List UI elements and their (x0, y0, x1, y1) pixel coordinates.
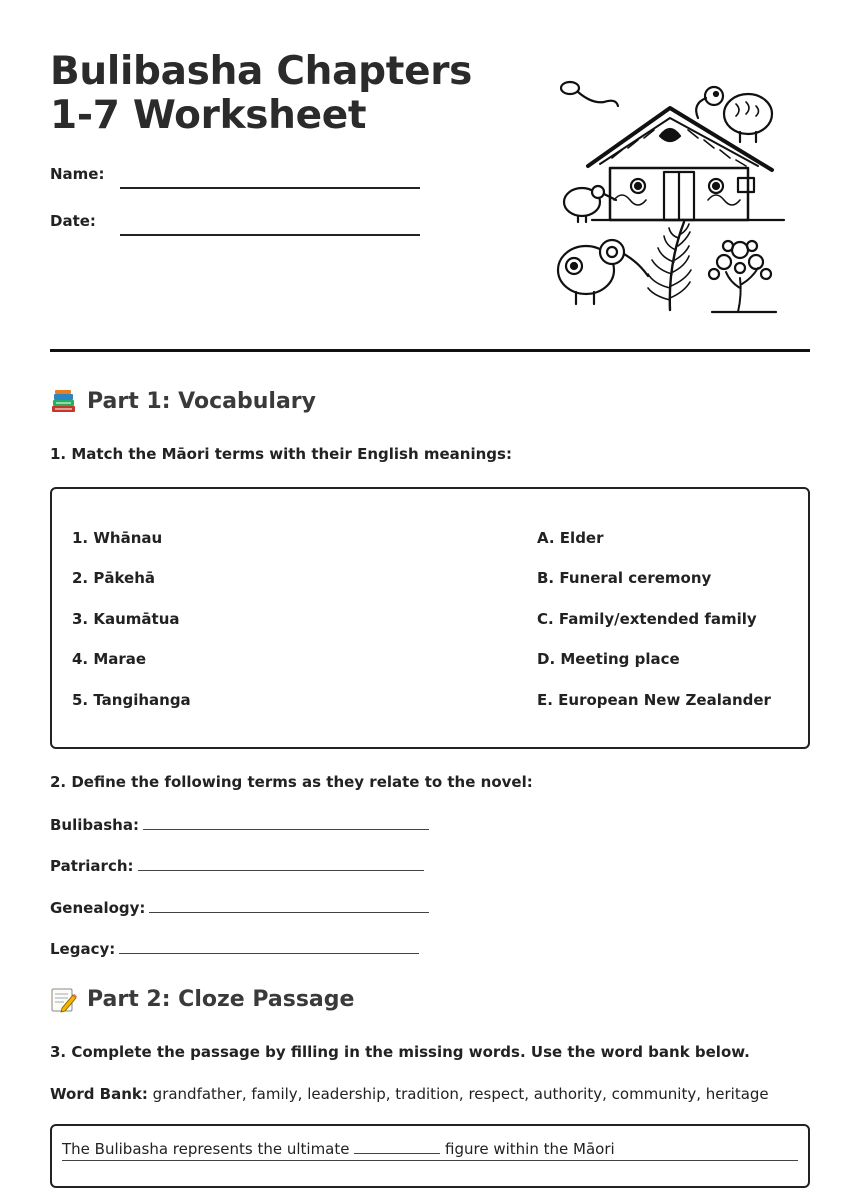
spoon-shape (561, 82, 579, 94)
date-field[interactable] (120, 234, 420, 236)
passage-text-end: figure within the Māori (445, 1140, 615, 1158)
word-bank (50, 1085, 769, 1103)
define-term: Genealogy: (50, 899, 146, 917)
match-meaning: A. Elder (537, 529, 604, 547)
define-row-bulibasha (50, 815, 429, 834)
match-meaning: B. Funeral ceremony (537, 569, 712, 587)
name-field[interactable] (120, 187, 420, 189)
word-bank-label: Word Bank: (50, 1085, 148, 1103)
answer-blank[interactable] (119, 939, 419, 954)
name-label: Name: (50, 165, 105, 183)
question-1: 1. Match the Māori terms with their English meanings: (50, 445, 512, 463)
match-meaning: C. Family/extended family (537, 610, 757, 628)
define-row-patriarch (50, 856, 424, 875)
memo-pencil-icon (50, 986, 77, 1013)
word-bank-words: grandfather, family, leadership, tradition, respect, authority, community, heritage (152, 1085, 769, 1103)
match-term: 4. Marae (72, 650, 147, 668)
match-term: 1. Whānau (72, 529, 163, 547)
define-term: Legacy: (50, 940, 116, 958)
page-title: Bulibasha Chapters 1-7 Worksheet (50, 49, 473, 138)
part1-title: Part 1: Vocabulary (87, 389, 316, 414)
match-meaning: E. European New Zealander (537, 691, 771, 709)
define-term: Patriarch: (50, 857, 134, 875)
date-label: Date: (50, 212, 96, 230)
question-3: 3. Complete the passage by filling in the missing words. Use the word bank below. (50, 1043, 750, 1061)
question-2: 2. Define the following terms as they relate to the novel: (50, 773, 533, 791)
answer-blank[interactable] (149, 898, 429, 913)
part2-title: Part 2: Cloze Passage (87, 987, 355, 1012)
define-row-legacy (50, 939, 419, 958)
cloze-blank[interactable] (354, 1141, 440, 1154)
header-divider (50, 349, 810, 352)
matching-box (50, 487, 810, 749)
match-term: 2. Pākehā (72, 569, 156, 587)
answer-blank[interactable] (138, 856, 424, 871)
define-row-genealogy (50, 898, 429, 917)
maori-wharenui-kiwi-fern-illustration (552, 74, 788, 314)
passage-text-start: The Bulibasha represents the ultimate (62, 1140, 350, 1158)
cloze-line (62, 1140, 798, 1161)
books-icon (50, 388, 77, 415)
part2-heading (50, 986, 354, 1013)
cloze-passage-box (50, 1124, 810, 1188)
match-term: 3. Kaumātua (72, 610, 180, 628)
answer-blank[interactable] (143, 815, 429, 830)
part1-heading (50, 388, 316, 415)
match-meaning: D. Meeting place (537, 650, 680, 668)
define-term: Bulibasha: (50, 816, 139, 834)
match-term: 5. Tangihanga (72, 691, 191, 709)
